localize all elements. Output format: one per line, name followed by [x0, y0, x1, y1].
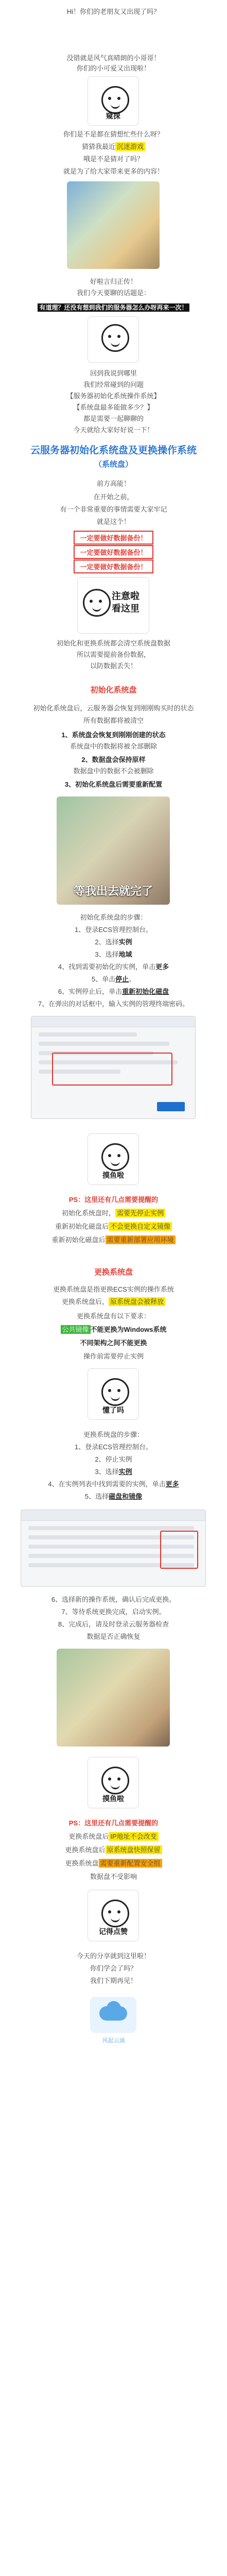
instance-list-screenshot [21, 1510, 206, 1587]
ps-title: PS：这里还有几点需要提醒的 [68, 1196, 159, 1204]
intro-line: 都是需要一起聊聊的 [83, 415, 144, 422]
shrug-face-icon [101, 324, 129, 352]
meme-caption: 注意啦看这里 [112, 591, 139, 614]
requirement-line: 不同架构之间不能更换 [80, 1339, 147, 1347]
intro-line: 我们经常碰到的问题 [83, 381, 144, 388]
intro-line: 你们是不是都在猜想忙些什么呀？ [63, 130, 164, 138]
greeting-text: Hi！你们的老朋友又出现了吗？ [66, 8, 161, 15]
section-title: 更换系统盘 [94, 1268, 133, 1277]
intro-line: 猜猜我最近 沉迷游戏 [0, 142, 227, 151]
rule-desc: 系统盘中的数据将被全部删除 [69, 742, 157, 750]
pointing-face-icon [83, 589, 111, 617]
peek-face-icon [101, 86, 129, 114]
meme-caption: 记得点赞 [99, 1927, 128, 1936]
ps-line: 更换系统盘 需要重新配置安全组 [0, 1859, 227, 1868]
body-line: 初始化系统盘的步骤： [80, 913, 147, 921]
highlight-banner: 有道理？还没有想到我们的服务器怎么办呀再来一次！ [0, 303, 227, 312]
rule-title: 3、初始化系统盘后需要重新配置 [64, 781, 163, 788]
step-line: 6、选择新的操作系统，确认后完成更换。 [51, 1596, 176, 1603]
step-line: 7、等待系统更换完成，启动实例。 [61, 1608, 166, 1616]
thumbs-up-face-icon [101, 1900, 129, 1927]
body-line: 更换系统盘的步骤： [83, 1431, 144, 1438]
body-line: 初始化系统盘后，云服务器会恢复到刚刚购买时的状态 [33, 704, 194, 712]
step-line: 8、完成后，请及时登录云服务器检查 [58, 1620, 169, 1628]
intro-line: 我们今天要聊的话题是： [76, 289, 150, 297]
step-line: 4、找到需要初始化的实例，单击更多 [58, 963, 169, 971]
intro-line: 【服务器初始化系统操作系统】 [66, 392, 161, 400]
meme-sticker [88, 76, 139, 126]
intro-line: 今天就给大家好好说一下！ [73, 426, 154, 434]
requirement-line: 操作前需要停止实例 [83, 1352, 144, 1360]
step-line: 6、实例停止后，单击重新初始化磁盘 [58, 988, 169, 995]
brand-logo-text: 风起云涌 [102, 2038, 125, 2044]
fishing-face-icon [101, 1767, 129, 1794]
step-line: 2、停止实例 [95, 1455, 132, 1463]
body-line: 初始化和更换系统都会清空系统盘数据 [56, 639, 170, 647]
body-line: 更换系统盘有以下要求： [76, 1312, 150, 1320]
step-line: 1、登录ECS管理控制台。 [75, 1443, 152, 1451]
requirement-line: 公共镜像 不能更换为Windows系统 [0, 1325, 227, 1334]
step-line: 4、在实例列表中找到需要的实例，单击更多 [48, 1480, 179, 1488]
ps-line: 重新初始化磁盘后 需要重新部署应用环境 [0, 1235, 227, 1245]
section-subtitle: （系统盘） [94, 460, 133, 469]
body-line: 前方高能！ [96, 480, 130, 487]
body-line: 有一个非常重要的事情需要大家牢记 [60, 505, 167, 513]
section-title: 云服务器初始化系统盘及更换操作系统 [30, 445, 197, 456]
step-line: 5、单击停止。 [91, 975, 136, 983]
intro-line: 没错就是风气真晴朗的小哥哥！ [66, 54, 161, 62]
cat-meme-image [57, 796, 170, 905]
warning-box: 一定要做好数据备份！ [0, 545, 227, 559]
rule-title: 2、数据盘会保持原样 [81, 756, 146, 764]
meme-sticker [88, 1133, 139, 1185]
meme-caption: 窥探 [106, 112, 120, 120]
photo-caption: 等我出去就完了 [73, 885, 153, 897]
rule-title: 1、系统盘会恢复到刚刚创建的状态 [61, 731, 166, 739]
intro-line: 【系统盘最多能做多少？】 [73, 403, 154, 411]
console-dialog-screenshot [31, 1016, 196, 1119]
fishing-face-icon [101, 1143, 129, 1171]
body-line: 就是这个！ [96, 518, 130, 526]
body-line: 所有数据都将被清空 [83, 717, 144, 724]
step-line: 5、选择磁盘和镜像 [84, 1493, 143, 1500]
step-line: 2、选择实例 [95, 938, 132, 946]
body-line: 以防数据丢失！ [90, 662, 137, 670]
meme-sticker [88, 1757, 139, 1808]
brand-cloud-icon [90, 1997, 136, 2033]
step-line: 1、登录ECS管理控制台。 [75, 926, 152, 934]
intro-line: 回到我说到哪里 [90, 369, 137, 377]
intro-line: 好啦言归正传！ [90, 278, 137, 285]
reaction-photo-image [57, 1649, 170, 1747]
meme-caption: 摸鱼啦 [102, 1794, 124, 1803]
body-line: 在开始之前， [93, 493, 134, 501]
intro-line: 就是为了给大家带来更多的内容！ [63, 167, 164, 175]
meme-caption: 摸鱼啦 [102, 1171, 124, 1179]
game-screenshot-image [67, 181, 160, 269]
outro-line: 我们下期再见！ [90, 1977, 137, 1985]
ps-line: 重新初始化磁盘后 不会更换自定义镜像 [0, 1222, 227, 1231]
intro-line: 你们的小可爱又出现啦！ [76, 64, 150, 72]
ps-line: 初始化系统盘时， 需要先停止实例 [0, 1209, 227, 1218]
ps-title: PS：这里还有几点需要提醒的 [68, 1819, 159, 1827]
outro-line: 今天的分享就到这里啦！ [76, 1952, 150, 1960]
meme-caption: 懂了吗 [102, 1406, 124, 1414]
section-title: 初始化系统盘 [90, 686, 137, 694]
body-line: 所以需要提前备份数据， [76, 651, 150, 658]
body-line: 更换系统盘是指更换ECS实例的操作系统 [53, 1285, 174, 1293]
thinking-face-icon [101, 1378, 129, 1406]
step-line: 3、选择实例 [95, 1468, 132, 1476]
warning-box: 一定要做好数据备份！ [0, 560, 227, 573]
rule-desc: 数据盘中的数据不会被删除 [73, 767, 154, 775]
ps-line: 数据盘不受影响 [90, 1873, 137, 1880]
body-line: 更换系统盘后， 原系统盘会被释放 [0, 1297, 227, 1307]
meme-sticker [88, 1368, 139, 1420]
step-line: 7、在弹出的对话框中，输入实例的管理终端密码。 [38, 1000, 189, 1008]
ps-line: 更换系统盘后 原系统盘快照保留 [0, 1845, 227, 1855]
step-line: 数据是否正确恢复 [86, 1633, 141, 1640]
intro-line: 哦是不是猜对了吗？ [83, 155, 144, 163]
meme-sticker [77, 577, 149, 634]
warning-box: 一定要做好数据备份！ [0, 531, 227, 545]
meme-sticker [88, 1890, 139, 1941]
meme-sticker [88, 316, 139, 363]
outro-line: 你们学会了吗？ [90, 1964, 137, 1972]
step-line: 3、选择地域 [95, 951, 132, 958]
ps-line: 更换系统盘后 IP地址不会改变 [0, 1832, 227, 1841]
